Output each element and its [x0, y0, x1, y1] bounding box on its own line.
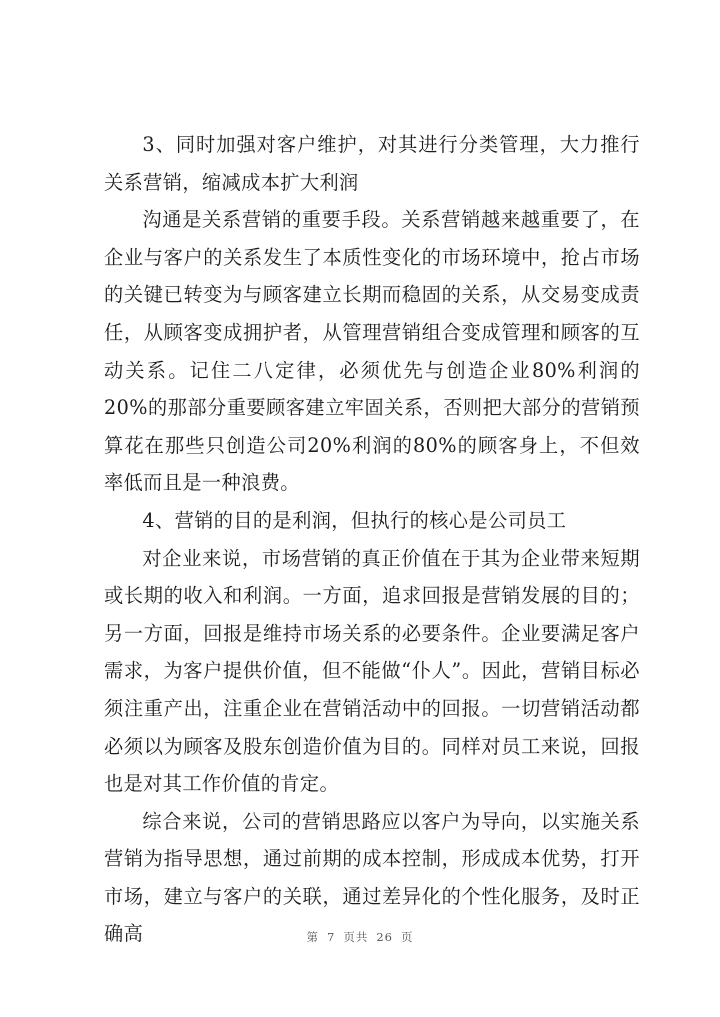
page-number-footer — [0, 929, 720, 945]
page-middle: 页共 — [343, 930, 369, 944]
paragraph-relationship-marketing: 沟通是关系营销的重要手段。关系营销越来越重要了，在企业与客户的关系发生了本质性变化的市场环境中，抢占市场的关键已转变为与顾客建立长期而稳固的关系，从交易变成责任，从顾客变成拥护者，从管理营销组合变成管理和顾客的互动关系。记住二八定律，必须优先与创造企业80%利润的20%的那部分重要顾客建立牢固关系，否则把大部分的营销预算花在那些只创造公司20%利润的80%的顾客身上，不但效率低而且是一种浪费。 — [104, 208, 640, 495]
paragraph-summary: 综合来说，公司的营销思路应以客户为导向，以实施关系营销为指导思想，通过前期的成本控制，形成成本优势，打开市场，建立与客户的关联，通过差异化的个性化服务，及时正确高 — [104, 809, 640, 946]
paragraph-heading-3: 3、同时加强对客户维护，对其进行分类管理，大力推行关系营销，缩减成本扩大利润 — [104, 133, 640, 194]
paragraph-heading-4: 4、营销的目的是利润，但执行的核心是公司员工 — [142, 508, 567, 532]
page-suffix: 页 — [400, 930, 414, 944]
page-current: 7 — [327, 930, 336, 944]
page-total: 26 — [376, 930, 393, 944]
document-body — [104, 126, 640, 953]
paragraph-marketing-value: 对企业来说，市场营销的真正价值在于其为企业带来短期或长期的收入和利润。一方面，追求回报是营销发展的目的；另一方面，回报是维持市场关系的必要条件。企业要满足客户需求，为客户提供价值，但不能做“仆人”。因此，营销目标必须注重产出，注重企业在营销活动中的回报。一切营销活动都必须以为顾客及股东创造价值为目的。同样对员工来说，回报也是对其工作价值的肯定。 — [104, 546, 640, 796]
page-prefix: 第 — [306, 930, 320, 944]
